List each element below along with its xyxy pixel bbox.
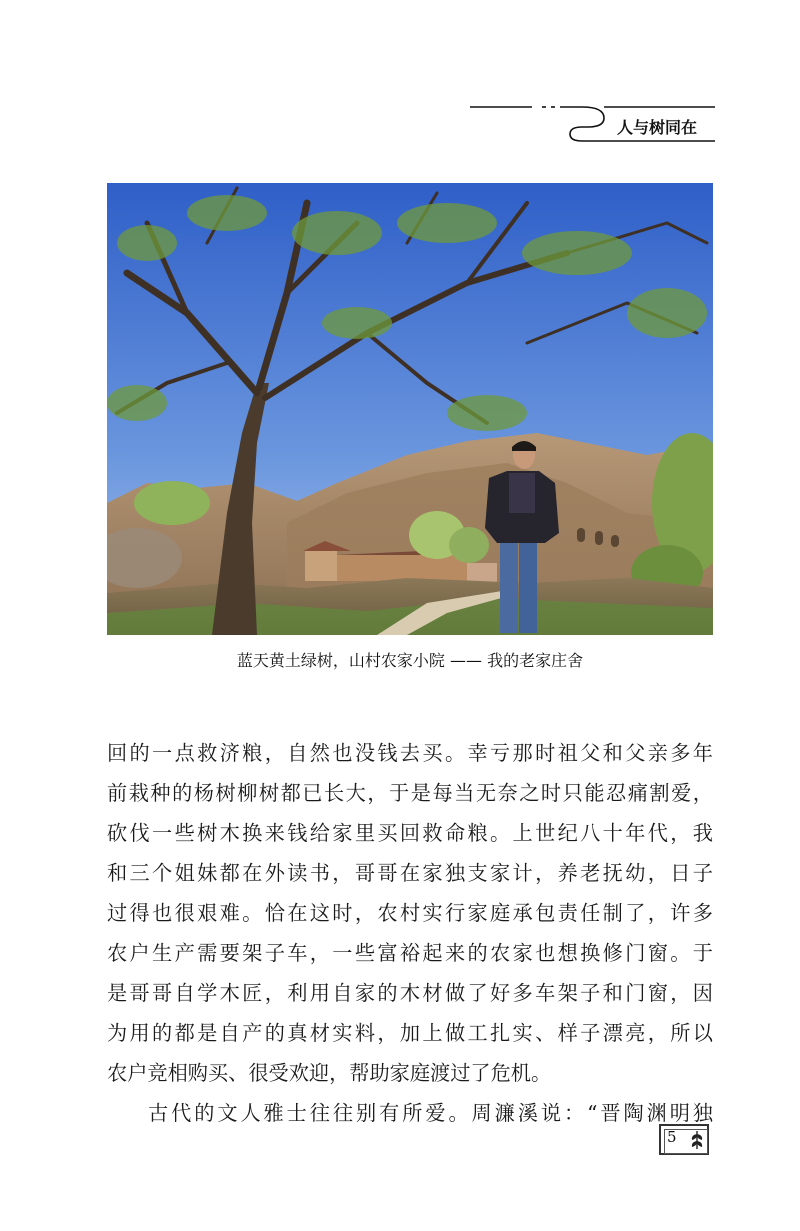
photo-caption: 蓝天黄土绿树，山村农家小院 —— 我的老家庄舍	[236, 651, 584, 670]
landscape-photo	[107, 183, 713, 635]
text-line: 古代的文人雅士往往别有所爱。周濂溪说：“晋陶渊明独	[148, 1101, 713, 1125]
body-paragraphs	[107, 733, 713, 1133]
text-line: 是哥哥自学木匠，利用自家的木材做了好多车架子和门窗，因	[107, 981, 713, 1005]
leaf-ornament-icon	[690, 1130, 704, 1150]
text-line: 为用的都是自产的真材实料，加上做工扎实、样子漂亮，所以	[107, 1021, 713, 1045]
text-line: 和三个姐妹都在外读书，哥哥在家独支家计，养老抚幼，日子	[107, 861, 713, 885]
page-folio	[659, 1124, 712, 1158]
text-line: 砍伐一些树木换来钱给家里买回救命粮。上世纪八十年代，我	[107, 821, 713, 845]
running-header	[470, 100, 715, 146]
page-number: 5	[667, 1128, 677, 1146]
photo-illustration	[107, 183, 713, 635]
text-line: 前栽种的杨树柳树都已长大，于是每当无奈之时只能忍痛割爱，	[107, 781, 713, 805]
text-line: 农户竞相购买、很受欢迎，帮助家庭渡过了危机。	[107, 1061, 552, 1085]
text-line: 过得也很艰难。恰在这时，农村实行家庭承包责任制了，许多	[107, 901, 713, 925]
text-line: 回的一点救济粮，自然也没钱去买。幸亏那时祖父和父亲多年	[107, 741, 713, 765]
section-title: 人与树同在	[616, 118, 697, 137]
text-line: 农户生产需要架子车，一些富裕起来的农家也想换修门窗。于	[107, 941, 713, 965]
